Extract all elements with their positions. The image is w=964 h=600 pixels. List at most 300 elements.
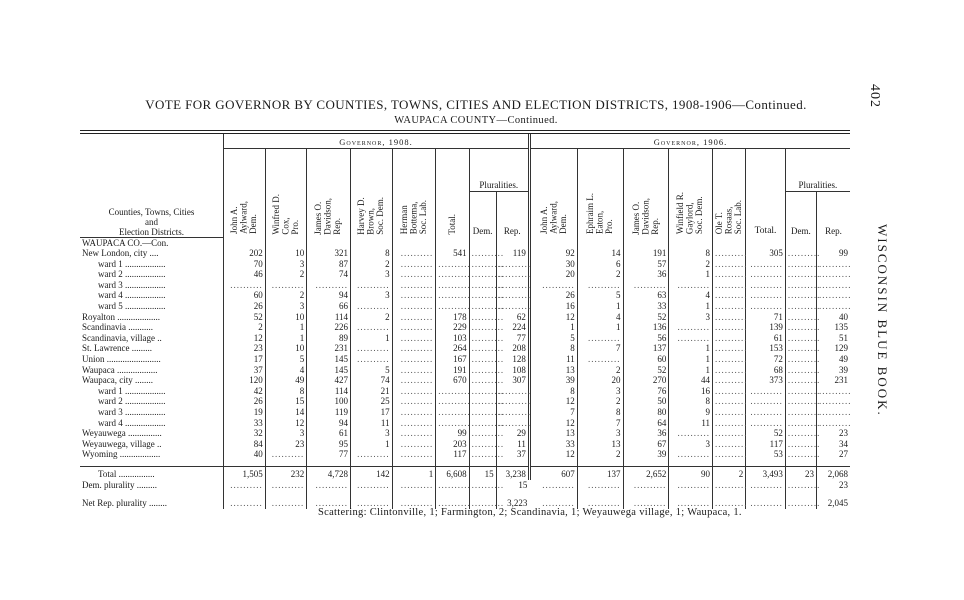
table-cell: 117: [436, 449, 469, 460]
table-cell: [307, 280, 351, 291]
table-cell: 607: [529, 466, 577, 479]
table-cell: 8: [669, 396, 713, 407]
table-cell: 231: [817, 375, 850, 386]
table-cell: 3: [577, 386, 623, 397]
table-cell: 208: [496, 343, 529, 354]
table-cell: 37: [496, 449, 529, 460]
table-cell: 142: [350, 466, 392, 479]
col-1906-gaylord: Winfield R. Gaylord, Soc. Dem.: [669, 149, 713, 238]
col-1908-total: Total.: [436, 149, 469, 238]
table-cell: 373: [746, 375, 786, 386]
table-cell: [817, 301, 850, 312]
dot-leader: ..........: [438, 498, 471, 509]
table-cell: 4,728: [307, 466, 351, 479]
col-1908-brown: Harvey D. Brown, Soc. Dem.: [350, 149, 392, 238]
dot-leader: ..........: [715, 258, 748, 269]
table-cell: [746, 301, 786, 312]
dot-leader: ..........: [787, 375, 821, 386]
table-cell: [669, 322, 713, 333]
table-cell: 71: [746, 312, 786, 323]
table-cell: 2: [265, 290, 307, 301]
table-cell: 1: [669, 343, 713, 354]
dot-leader: ..........: [750, 396, 783, 407]
dot-leader: ..........: [357, 322, 390, 333]
county-subtitle: WAUPACA COUNTY—Continued.: [394, 115, 558, 126]
dot-leader: ..........: [715, 396, 748, 407]
table-cell: 6,608: [436, 466, 469, 479]
dot-leader: ..........: [787, 354, 821, 365]
table-cell: 13: [529, 428, 577, 439]
table-cell: 39: [529, 375, 577, 386]
table-cell: 2: [669, 259, 713, 270]
table-cell: 87: [307, 259, 351, 270]
table-cell: [785, 269, 821, 280]
table-cell: 3: [669, 439, 713, 450]
table-cell: 2: [577, 269, 623, 280]
dot-leader: ..........: [787, 322, 821, 333]
dot-leader: ..........: [400, 385, 434, 396]
table-cell: [713, 290, 746, 301]
table-cell: [669, 333, 713, 344]
table-cell: 23: [224, 343, 266, 354]
dot-leader: ..........: [787, 290, 821, 301]
dot-leader: ..........: [787, 438, 821, 449]
table-cell: 20: [529, 269, 577, 280]
dot-leader: ..........: [498, 269, 532, 280]
table-cell: [746, 269, 786, 280]
dot-leader: ..........: [819, 396, 852, 407]
table-cell: 36: [623, 269, 669, 280]
dot-leader: ..........: [400, 449, 434, 460]
dot-leader: ..........: [715, 438, 748, 449]
table-cell: 60: [623, 354, 669, 365]
row-label: ward 1 ..................: [98, 385, 166, 396]
dot-leader: ..........: [715, 385, 748, 396]
dot-leader: ..........: [471, 449, 505, 460]
dot-leader: ..........: [315, 498, 348, 509]
dot-leader: ..........: [715, 364, 748, 375]
dot-leader: ..........: [438, 479, 471, 490]
dot-leader: ..........: [677, 279, 711, 290]
table-cell: 1: [392, 466, 436, 479]
plur-1906-dem-header: Dem.: [785, 191, 816, 237]
table-cell: 61: [746, 333, 786, 344]
dot-leader: ..........: [471, 498, 505, 509]
dot-leader: ..........: [715, 498, 748, 509]
table-row: [80, 354, 850, 365]
table-cell: [392, 301, 436, 312]
table-cell: [817, 237, 850, 248]
dot-leader: ..........: [438, 417, 471, 428]
table-cell: 42: [224, 386, 266, 397]
table-cell: 92: [529, 248, 577, 259]
table-cell: 36: [623, 428, 669, 439]
row-label: ward 1 ..................: [98, 258, 166, 269]
table-cell: 2,068: [817, 466, 850, 479]
table-cell: 9: [669, 407, 713, 418]
table-cell: 25: [350, 396, 392, 407]
table-cell: 11: [669, 418, 713, 429]
table-cell: [623, 490, 669, 509]
table-cell: 30: [529, 259, 577, 270]
table-cell: [577, 490, 623, 509]
table-row: [80, 269, 850, 280]
dot-leader: ..........: [400, 322, 434, 333]
dot-leader: ..........: [677, 498, 711, 509]
table-cell: [623, 237, 669, 248]
table-cell: [469, 343, 505, 354]
dot-leader: ..........: [677, 428, 711, 439]
dot-leader: ..........: [715, 417, 748, 428]
table-cell: [713, 407, 746, 418]
table-cell: [496, 407, 532, 418]
dot-leader: ..........: [271, 479, 305, 490]
dot-leader: ..........: [542, 279, 575, 290]
dot-leader: ..........: [677, 332, 711, 343]
plur-1908-rep-header: Rep.: [496, 191, 529, 237]
table-cell: 89: [307, 333, 351, 344]
table-cell: [669, 428, 713, 439]
table-cell: [817, 396, 850, 407]
dot-leader: ..........: [787, 343, 821, 354]
dot-leader: ..........: [750, 385, 783, 396]
table-cell: 2: [713, 466, 746, 479]
table-cell: 3: [265, 301, 307, 312]
table-cell: [392, 365, 436, 376]
governor-1906-header: Governor, 1906.: [529, 134, 850, 149]
table-cell: [392, 322, 436, 333]
dot-leader: ..........: [357, 279, 390, 290]
col-1908-bottema: Herman Bottema, Soc. Lab.: [392, 149, 436, 238]
table-cell: [392, 386, 436, 397]
table-cell: [469, 290, 505, 301]
table-cell: 26: [224, 301, 266, 312]
table-cell: 27: [817, 449, 850, 460]
table-cell: [577, 333, 623, 344]
dot-leader: ..........: [471, 364, 505, 375]
table-cell: [392, 428, 436, 439]
table-cell: [392, 418, 436, 429]
table-cell: [436, 290, 469, 301]
table-cell: 1: [265, 322, 307, 333]
table-cell: [436, 269, 469, 280]
dot-leader: ..........: [750, 479, 783, 490]
table-cell: 66: [307, 301, 351, 312]
table-cell: [496, 396, 532, 407]
dot-leader: ..........: [750, 498, 783, 509]
table-cell: [713, 301, 746, 312]
table-cell: [469, 490, 505, 509]
dot-leader: ..........: [750, 290, 783, 301]
table-cell: [392, 237, 436, 248]
dot-leader: ..........: [400, 343, 434, 354]
dot-leader: ..........: [498, 301, 532, 312]
dot-leader: ..........: [271, 279, 305, 290]
dot-leader: ..........: [715, 248, 748, 259]
table-cell: 99: [436, 428, 469, 439]
table-cell: 1: [265, 333, 307, 344]
dot-leader: ..........: [715, 449, 748, 460]
dot-leader: ..........: [787, 385, 821, 396]
col-1906-rosaas: Ole T. Rosaas, Soc. Lab.: [713, 149, 746, 238]
dot-leader: ..........: [471, 354, 505, 365]
table-cell: 135: [817, 322, 850, 333]
table-cell: 56: [623, 333, 669, 344]
table-row: [80, 449, 850, 460]
table-cell: 90: [669, 466, 713, 479]
results-table: [80, 134, 850, 509]
dot-leader: ..........: [588, 498, 621, 509]
table-cell: 60: [224, 290, 266, 301]
table-cell: 119: [496, 248, 529, 259]
table-cell: [436, 480, 469, 491]
col-1906-davidson: James O. Davidson, Rep.: [623, 149, 669, 238]
table-cell: [785, 279, 821, 291]
table-cell: [785, 332, 821, 344]
dot-leader: ..........: [787, 407, 821, 417]
table-cell: 128: [496, 354, 529, 365]
dot-leader: ..........: [787, 498, 821, 509]
dot-leader: ..........: [542, 479, 575, 490]
table-cell: 57: [623, 259, 669, 270]
dot-leader: ..........: [400, 354, 434, 365]
table-cell: 2: [577, 396, 623, 407]
table-cell: [392, 290, 436, 301]
table-cell: 167: [436, 354, 469, 365]
dot-leader: ..........: [787, 332, 821, 343]
table-cell: 3: [577, 428, 623, 439]
table-cell: [469, 375, 505, 386]
table-cell: 145: [307, 365, 351, 376]
table-cell: [785, 385, 821, 397]
table-cell: 3: [265, 428, 307, 439]
col-1906-total: Total.: [746, 149, 786, 238]
table-cell: 7: [529, 407, 577, 418]
dot-leader: ..........: [677, 322, 711, 333]
table-cell: 49: [817, 354, 850, 365]
table-cell: [392, 343, 436, 354]
dot-leader: ..........: [819, 279, 852, 290]
table-cell: [392, 375, 436, 386]
table-cell: [265, 280, 307, 291]
dot-leader: ..........: [819, 385, 852, 396]
table-cell: [577, 280, 623, 291]
table-cell: [746, 259, 786, 270]
table-cell: [392, 280, 436, 291]
table-cell: [436, 418, 469, 429]
table-cell: 8: [529, 386, 577, 397]
dot-leader: ..........: [787, 449, 821, 460]
table-cell: [224, 280, 266, 291]
table-cell: [746, 386, 786, 397]
table-cell: 26: [529, 290, 577, 301]
table-cell: [469, 354, 505, 365]
dot-leader: ..........: [750, 417, 783, 428]
table-cell: 2: [350, 259, 392, 270]
dot-leader: ..........: [400, 375, 434, 386]
col-1906-eaton: Ephraim L. Eaton, Pro.: [577, 149, 623, 238]
table-cell: 10: [265, 312, 307, 323]
table-cell: [713, 333, 746, 344]
table-cell: 80: [623, 407, 669, 418]
table-cell: 6: [577, 259, 623, 270]
table-row: [80, 386, 850, 397]
table-cell: 2: [265, 269, 307, 280]
table-cell: 4: [669, 290, 713, 301]
table-cell: 32: [224, 428, 266, 439]
dot-leader: ..........: [471, 479, 505, 490]
counties-column-header: Counties, Towns, Cities and Election Districts.: [80, 134, 224, 237]
table-cell: [265, 449, 307, 460]
table-cell: [392, 269, 436, 280]
dem-plurality-row: [80, 480, 850, 491]
table-cell: 8: [350, 248, 392, 259]
table-row: [80, 333, 850, 344]
table-cell: [713, 259, 746, 270]
table-cell: [392, 407, 436, 418]
table-cell: [496, 290, 532, 301]
table-cell: 100: [307, 396, 351, 407]
table-cell: [746, 480, 786, 491]
dot-leader: ..........: [357, 449, 390, 460]
dot-leader: ..........: [438, 407, 471, 417]
dot-leader: ..........: [750, 269, 783, 280]
dot-leader: ..........: [230, 498, 263, 509]
dot-leader: ..........: [438, 269, 471, 280]
table-cell: [469, 364, 505, 376]
table-cell: [469, 301, 505, 312]
table-cell: [496, 417, 532, 429]
dot-leader: ..........: [715, 428, 748, 439]
table-cell: [469, 396, 505, 407]
table-cell: [436, 259, 469, 270]
dot-leader: ..........: [471, 385, 505, 396]
row-label: ward 2 ..................: [98, 396, 166, 407]
dot-leader: ..........: [271, 498, 305, 509]
table-cell: 153: [746, 343, 786, 354]
table-cell: [392, 449, 436, 460]
table-cell: 39: [817, 365, 850, 376]
dot-leader: ..........: [438, 301, 471, 312]
dot-leader: ..........: [357, 301, 390, 312]
table-cell: [529, 237, 577, 248]
table-cell: 14: [577, 248, 623, 259]
table-cell: 11: [529, 354, 577, 365]
dot-leader: ..........: [715, 375, 748, 386]
table-cell: 61: [307, 428, 351, 439]
table-cell: 26: [224, 396, 266, 407]
dot-leader: ..........: [787, 301, 821, 312]
table-cell: 33: [224, 418, 266, 429]
table-cell: 37: [224, 365, 266, 376]
dot-leader: ..........: [715, 479, 748, 490]
table-cell: [746, 396, 786, 407]
top-rule: [80, 130, 850, 131]
table-cell: [577, 354, 623, 365]
table-cell: 17: [224, 354, 266, 365]
row-label: ward 5 ..................: [98, 301, 166, 312]
table-cell: [392, 354, 436, 365]
table-cell: [713, 322, 746, 333]
dot-leader: ..........: [542, 498, 575, 509]
table-cell: 541: [436, 248, 469, 259]
table-cell: 4: [577, 312, 623, 323]
table-cell: 13: [577, 439, 623, 450]
dot-leader: ..........: [787, 479, 821, 490]
table-cell: 1: [669, 354, 713, 365]
table-cell: [392, 248, 436, 259]
table-cell: [529, 490, 577, 509]
col-1908-davidson: James O. Davidson, Rep.: [307, 149, 351, 238]
table-cell: 5: [577, 290, 623, 301]
dot-leader: ..........: [471, 417, 505, 428]
dot-leader: ..........: [400, 290, 434, 301]
table-row: [80, 290, 850, 301]
table-cell: 4: [265, 365, 307, 376]
table-cell: 99: [817, 248, 850, 259]
table-cell: [746, 418, 786, 429]
table-cell: [785, 258, 821, 270]
table-cell: 95: [307, 439, 351, 450]
row-label: ward 4 ..................: [98, 290, 166, 301]
dot-leader: ..........: [715, 290, 748, 301]
dot-leader: ..........: [750, 407, 783, 417]
table-cell: [713, 439, 746, 450]
row-label: ward 2 ..................: [98, 269, 166, 280]
dot-leader: ..........: [498, 290, 532, 301]
dot-leader: ..........: [633, 479, 667, 490]
page-title: VOTE FOR GOVERNOR BY COUNTIES, TOWNS, CITIES AND ELECTION DISTRICTS, 1908-1906—Continued.: [145, 97, 807, 112]
dot-leader: ..........: [498, 407, 532, 417]
dot-leader: ..........: [438, 258, 471, 269]
table-cell: 136: [623, 322, 669, 333]
table-cell: [392, 480, 436, 491]
dot-leader: ..........: [400, 269, 434, 280]
dot-leader: ..........: [715, 311, 748, 322]
col-1908-aylward: John A. Aylward, Dem.: [224, 149, 266, 238]
table-cell: [436, 490, 469, 509]
table-cell: [392, 333, 436, 344]
row-label: Dem. plurality .........: [82, 479, 157, 490]
table-cell: 12: [224, 333, 266, 344]
table-cell: [817, 386, 850, 397]
table-cell: [817, 290, 850, 301]
table-cell: 1: [669, 269, 713, 280]
table-cell: 13: [529, 365, 577, 376]
dot-leader: ..........: [400, 428, 434, 439]
table-cell: 77: [307, 449, 351, 460]
table-cell: [392, 396, 436, 407]
table-cell: 232: [265, 466, 307, 479]
table-cell: 103: [436, 333, 469, 344]
table-cell: [436, 280, 469, 291]
table-cell: 67: [623, 439, 669, 450]
table-cell: 74: [307, 269, 351, 280]
table-cell: [350, 343, 392, 354]
table-cell: 191: [623, 248, 669, 259]
dot-leader: ..........: [471, 248, 505, 259]
dot-leader: ..........: [819, 417, 852, 428]
table-cell: 72: [746, 354, 786, 365]
table-cell: [469, 449, 505, 460]
table-cell: 270: [623, 375, 669, 386]
dot-leader: ..........: [677, 479, 711, 490]
table-cell: [713, 375, 746, 386]
table-cell: [436, 301, 469, 312]
table-cell: [496, 385, 532, 397]
table-cell: [469, 311, 505, 323]
table-cell: 44: [669, 375, 713, 386]
